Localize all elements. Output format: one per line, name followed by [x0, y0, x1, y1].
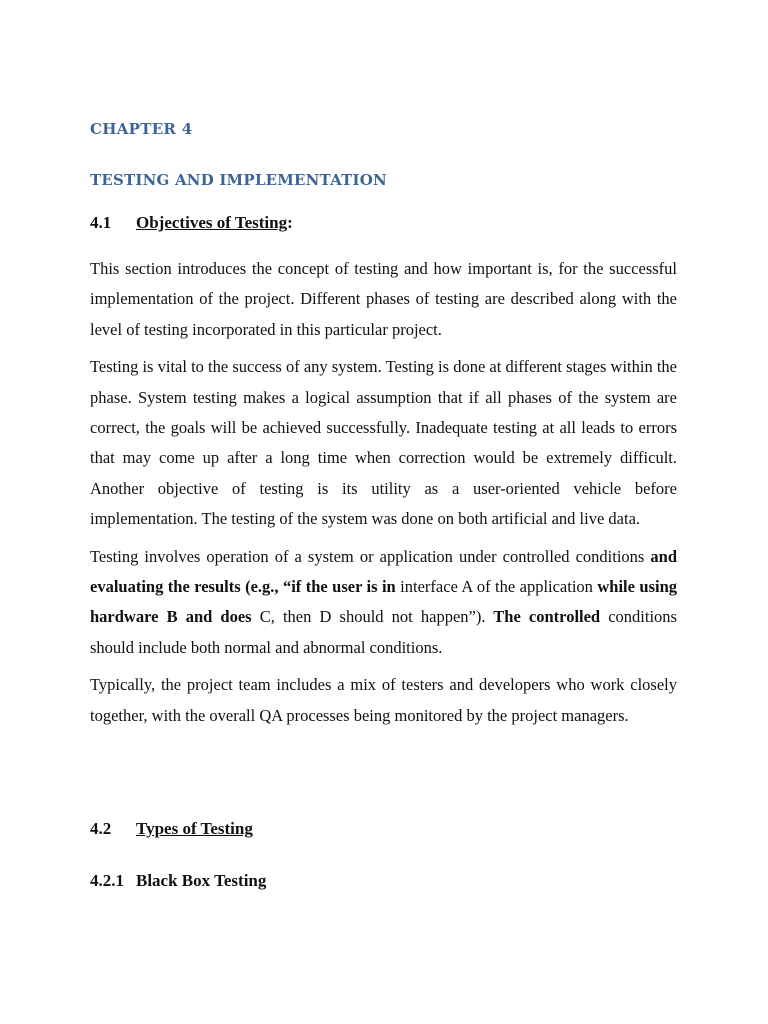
text-run: Testing involves operation of a system or application under controlled conditions: [90, 546, 645, 566]
text-run: interface A of the application: [395, 576, 593, 596]
section-4-2-1-heading: [90, 871, 266, 891]
section-4-1-body: [90, 254, 677, 738]
section-title: Black Box Testing: [136, 871, 267, 890]
section-number: 4.1: [90, 213, 112, 232]
section-4-2-heading: [90, 819, 253, 839]
section-title-suffix: :: [287, 213, 293, 232]
chapter-title: TESTING AND IMPLEMENTATION: [90, 171, 387, 189]
section-title: Types of Testing: [136, 819, 253, 838]
paragraph-mixed: [90, 542, 677, 663]
section-number: 4.2: [90, 819, 112, 838]
paragraph: Testing is vital to the success of any system. Testing is done at different stages within the phase. System testing makes a logical assumption that if all phases of the system are correct, the goals will be achieved successfully. Inadequate testing at all leads to errors that may come up after a long time when correction would be extremely difficult. Another objective of testing is its utility as a user-oriented vehicle before implementation. The testing of the system was done on both artificial and live data.: [90, 357, 677, 528]
bold-text-run: The controlled: [485, 607, 601, 627]
bold-text-run: and evaluating the results (e.g., “if the user is in: [90, 546, 677, 596]
text-run: C, then D should not happen”).: [251, 607, 486, 627]
section-4-1-heading: [90, 213, 293, 233]
paragraph: This section introduces the concept of testing and how important is, for the successful implementation of the project. Different phases of testing are described along with the level of testing incorporated in this particular project.: [90, 259, 677, 339]
paragraph: Typically, the project team includes a mix of testers and developers who work closely together, with the overall QA processes being monitored by the project managers.: [90, 675, 677, 725]
bold-text-run: while using hardware B and does: [90, 576, 678, 627]
section-title: Objectives of Testing: [136, 213, 288, 232]
chapter-label: CHAPTER 4: [90, 120, 193, 138]
section-number: 4.2.1: [90, 871, 124, 890]
text-run: conditions should include both normal and abnormal conditions.: [90, 607, 677, 657]
